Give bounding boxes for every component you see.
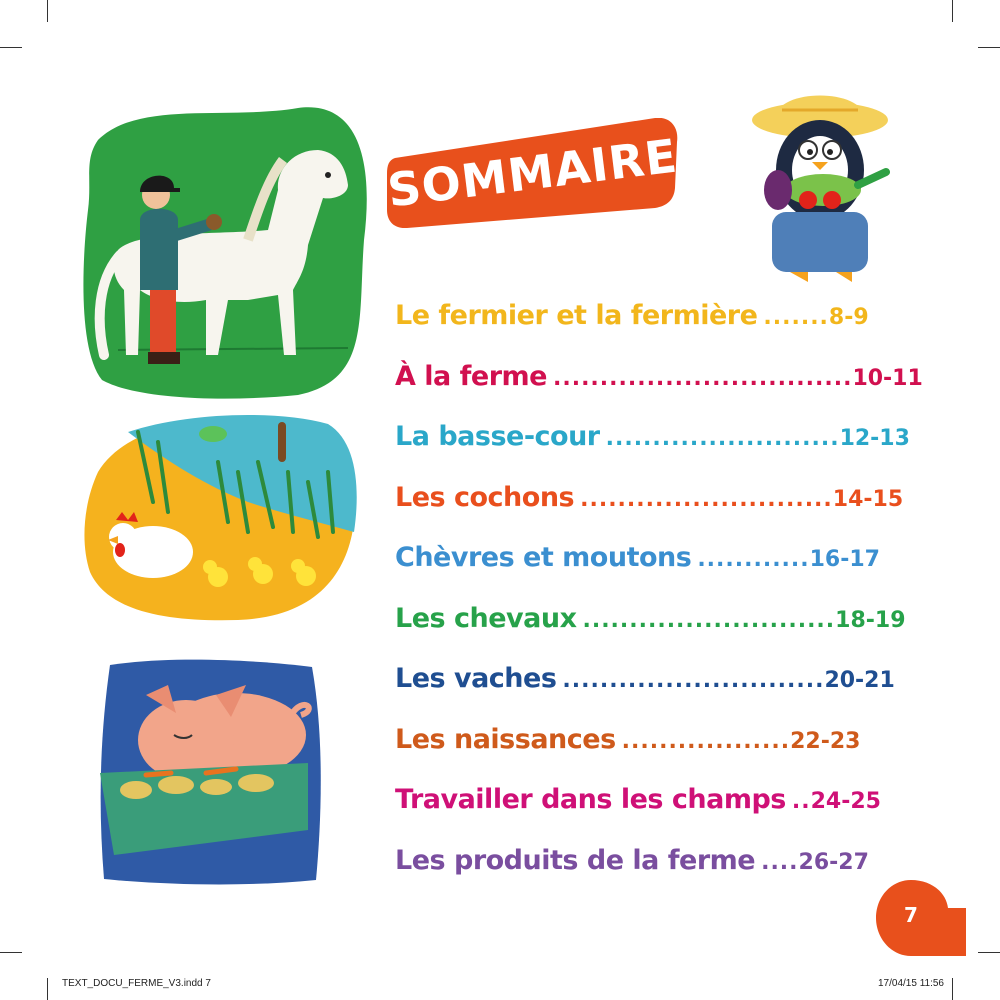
crop-mark	[47, 0, 48, 22]
toc-entry[interactable]	[395, 603, 906, 647]
toc-entry-leader: ..................	[621, 729, 791, 754]
toc-entry-title: À la ferme	[395, 361, 547, 392]
page-title: SOMMAIRE	[384, 128, 681, 218]
toc-entry[interactable]	[395, 300, 869, 344]
toc-entry-title: Les vaches	[395, 663, 557, 694]
toc-entry[interactable]	[395, 724, 860, 768]
page-number-tab	[876, 880, 966, 956]
toc-entry-title: Les chevaux	[395, 603, 577, 634]
toc-entry-leader: .........................	[605, 426, 840, 451]
toc-entry-pages: 26-27	[798, 850, 869, 875]
crop-mark	[0, 952, 22, 953]
penguin-farmer-illustration	[748, 80, 898, 290]
toc-entry-pages: 14-15	[832, 487, 904, 512]
toc-entry[interactable]	[395, 663, 895, 707]
crop-mark	[952, 0, 953, 22]
toc-entry[interactable]	[395, 784, 881, 828]
toc-entry[interactable]	[395, 421, 910, 465]
slug-file: TEXT_DOCU_FERME_V3.indd 7	[62, 978, 211, 989]
toc-entry-leader: ...........................	[580, 487, 833, 512]
toc-entry-leader: ............................	[562, 668, 825, 693]
page-number: 7	[904, 903, 918, 927]
slug-date: 17/04/15 11:56	[878, 978, 944, 989]
title-badge	[385, 118, 680, 228]
toc-entry-title: La basse-cour	[395, 421, 600, 452]
toc-entry-pages: 18-19	[835, 608, 906, 633]
toc-entry-pages: 12-13	[839, 426, 910, 451]
toc-entry-leader: .......	[763, 305, 829, 330]
crop-mark	[978, 952, 1000, 953]
toc-entry-pages: 20-21	[824, 668, 895, 693]
toc-entry-title: Les naissances	[395, 724, 616, 755]
toc-entry-title: Le fermier et la fermière	[395, 300, 758, 331]
toc-entry[interactable]	[395, 361, 923, 405]
toc-entry-leader: ..	[791, 789, 811, 814]
toc-entry[interactable]	[395, 482, 903, 526]
crop-mark	[0, 47, 22, 48]
toc-entry-title: Travailler dans les champs	[395, 784, 786, 815]
toc-entry-leader: ....	[761, 850, 799, 875]
pig-trough-illustration	[96, 655, 324, 887]
toc-entry-pages: 10-11	[852, 366, 923, 391]
crop-mark	[952, 978, 953, 1000]
crop-mark	[978, 47, 1000, 48]
toc-entry-pages: 16-17	[809, 547, 880, 572]
toc-entry-title: Les cochons	[395, 482, 575, 513]
crop-mark	[47, 978, 48, 1000]
toc-entry-title: Les produits de la ferme	[395, 845, 756, 876]
horse-rider-illustration	[78, 100, 370, 400]
toc-entry-pages: 22-23	[790, 729, 861, 754]
toc-entry-pages: 24-25	[810, 789, 881, 814]
toc-entry-leader: ................................	[553, 366, 853, 391]
toc-entry-pages: 8-9	[828, 305, 869, 330]
toc-entry[interactable]	[395, 542, 880, 586]
toc-entry-leader: ...........................	[582, 608, 836, 633]
toc-entry-title: Chèvres et moutons	[395, 542, 692, 573]
hen-chicks-illustration	[78, 412, 360, 622]
toc-entry-leader: ............	[697, 547, 810, 572]
toc-entry[interactable]	[395, 845, 869, 889]
